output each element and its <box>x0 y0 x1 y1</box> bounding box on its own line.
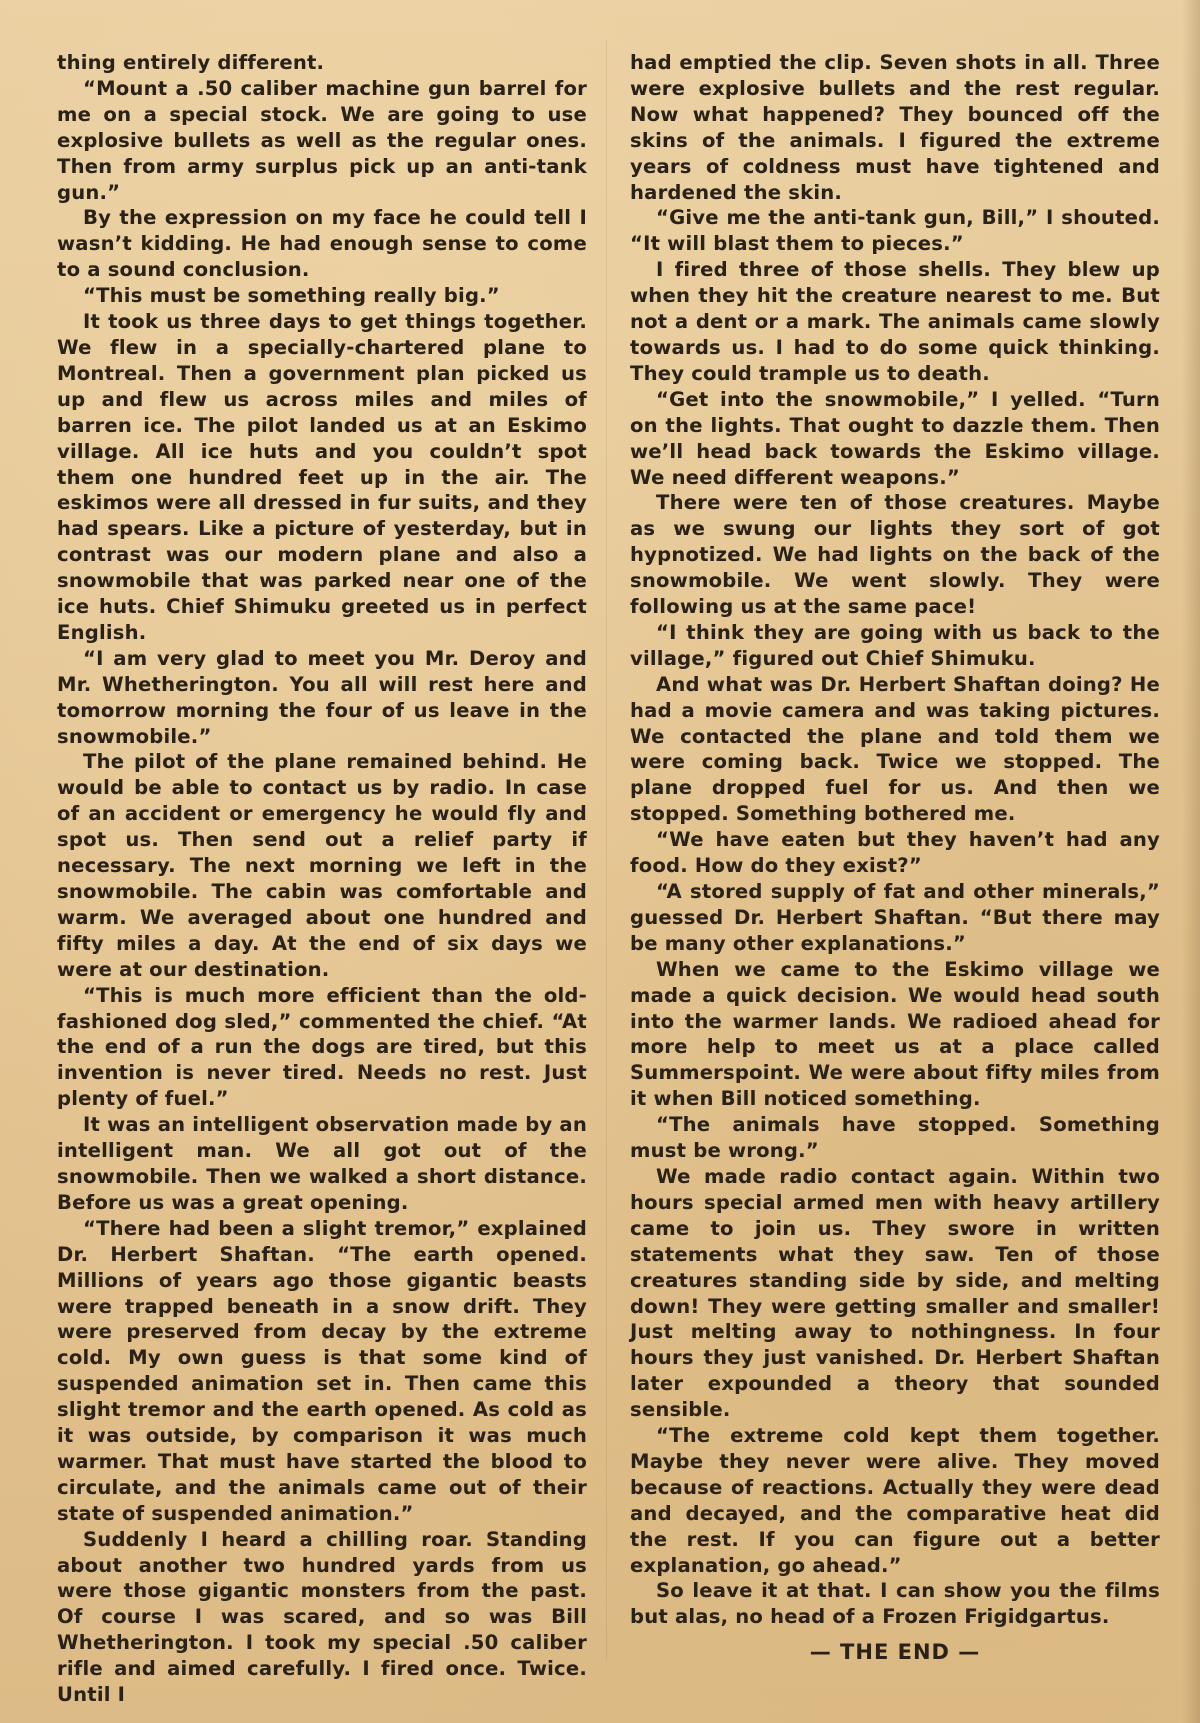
page-edge-shadow <box>1182 0 1200 1723</box>
paragraph: “Get into the snowmobile,” I yelled. “Turn on the lights. That ought to dazzle them. Then we’ll head back towards the Eskimo village. We need different weapons.” <box>630 387 1160 489</box>
paragraph: “I am very glad to meet you Mr. Deroy and Mr. Whetherington. You all will rest here and tomorrow morning the four of us leave in the snowmobile.” <box>57 646 587 748</box>
paragraph: And what was Dr. Herbert Shaftan doing? He had a movie camera and was taking pictures. We contacted the plane and told them we were coming back. Twice we stopped. The plane dropped fuel for us. And then we stopped. Something bothered me. <box>630 672 1160 826</box>
paragraph: We made radio contact again. Within two hours special armed men with heavy artillery came to join us. They swore in written statements what they saw. Ten of those creatures standing side by side, and melting down! They were getting smaller and smaller! Just melting away to nothingness. In four hours they just vanished. Dr. Herbert Shaftan later expounded a theory that sounded sensible. <box>630 1164 1160 1422</box>
right-column <box>630 50 1160 1630</box>
paragraph: “We have eaten but they haven’t had any food. How do they exist?” <box>630 828 1160 878</box>
paragraph: It took us three days to get things together. We flew in a specially-chartered plane to Montreal. Then a government plan picked us up and flew us across miles and miles of barren ice. The pilot landed us at an Eskimo village. All ice huts and you couldn’t spot them one hundred feet up in the air. The eskimos were all dressed in fur suits, and they had spears. Like a picture of yesterday, but in contrast was our modern plane and also a snowmobile that was parked near one of the ice huts. Chief Shimuku greeted us in perfect English. <box>57 310 587 644</box>
paragraph: When we came to the Eskimo village we made a quick decision. We would head south into the warmer lands. We radioed ahead for more help to meet us at a place called Summerspoint. We were about fifty miles from it when Bill noticed something. <box>630 957 1160 1111</box>
paragraph: “The extreme cold kept them together. Maybe they never were alive. They moved because of reactions. Actually they were dead and decayed, and the comparative heat did the rest. If you can figure out a better explanation, go ahead.” <box>630 1424 1160 1577</box>
paragraph: The pilot of the plane remained behind. He would be able to contact us by radio. In case of an accident or emergency he would fly and spot us. Then send out a relief party if necessary. The next morning we left in the snowmobile. The cabin was comfortable and warm. We averaged about one hundred and fifty miles a day. At the end of six days we were at our destination. <box>57 750 587 981</box>
paragraph: “This is much more efficient than the old-fashioned dog sled,” commented the chief. “At the end of a run the dogs are tired, but this invention is never tired. Needs no rest. Just plenty of fuel.” <box>57 983 587 1111</box>
paragraph: There were ten of those creatures. Maybe as we swung our lights they sort of got hypnotized. We had lights on the back of the snowmobile. We went slowly. They were following us at the same pace! <box>630 491 1160 619</box>
left-column <box>57 50 587 1708</box>
the-end-mark: — THE END — <box>809 1640 981 1664</box>
paragraph: It was an intelligent observation made by an intelligent man. We all got out of the snowmobile. Then we walked a short distance. Before us was a great opening. <box>57 1113 587 1214</box>
paragraph: I fired three of those shells. They blew up when they hit the creature nearest to me. But not a dent or a mark. The animals came slowly towards us. I had to do some quick thinking. They could trample us to death. <box>630 258 1160 385</box>
paragraph: By the expression on my face he could tell I wasn’t kidding. He had enough sense to come to a sound conclusion. <box>57 206 587 282</box>
paragraph: Suddenly I heard a chilling roar. Standing about another two hundred yards from us were those gigantic monsters from the past. Of course I was scared, and so was Bill Whetherington. I took my special .50 caliber rifle and aimed carefully. I fired once. Twice. Until I <box>57 1527 587 1707</box>
column-divider <box>606 40 607 1660</box>
paragraph: “Mount a .50 caliber machine gun barrel for me on a special stock. We are going to use explosive bullets as well as the regular ones. Then from army surplus pick up an anti-tank gun.” <box>57 76 587 204</box>
paragraph: had emptied the clip. Seven shots in all. Three were explosive bullets and the rest regular. Now what happened? They bounced off the skins of the animals. I figured the extreme years of coldness must have tightened and hardened the skin. <box>630 51 1160 204</box>
paragraph: “I think they are going with us back to the village,” figured out Chief Shimuku. <box>630 620 1160 670</box>
paragraph: “The animals have stopped. Something must be wrong.” <box>630 1113 1160 1163</box>
paragraph: “There had been a slight tremor,” explained Dr. Herbert Shaftan. “The earth opened. Millions of years ago those gigantic beasts were trapped beneath in a snow drift. They were preserved from decay by the extreme cold. My own guess is that some kind of suspended animation set in. Then came this slight tremor and the earth opened. As cold as it was outside, by comparison it was much warmer. That must have started the blood to circulate, and the animals came out of their state of suspended animation.” <box>57 1216 587 1525</box>
paragraph: So leave it at that. I can show you the films but alas, no head of a Frozen Frigidgartus. <box>630 1579 1160 1629</box>
paragraph: “Give me the anti-tank gun, Bill,” I shouted. “It will blast them to pieces.” <box>630 206 1160 256</box>
paragraph: “A stored supply of fat and other minerals,” guessed Dr. Herbert Shaftan. “But there may be many other explanations.” <box>630 880 1160 955</box>
paragraph: thing entirely different. <box>57 51 325 74</box>
paragraph: “This must be something really big.” <box>83 284 500 308</box>
